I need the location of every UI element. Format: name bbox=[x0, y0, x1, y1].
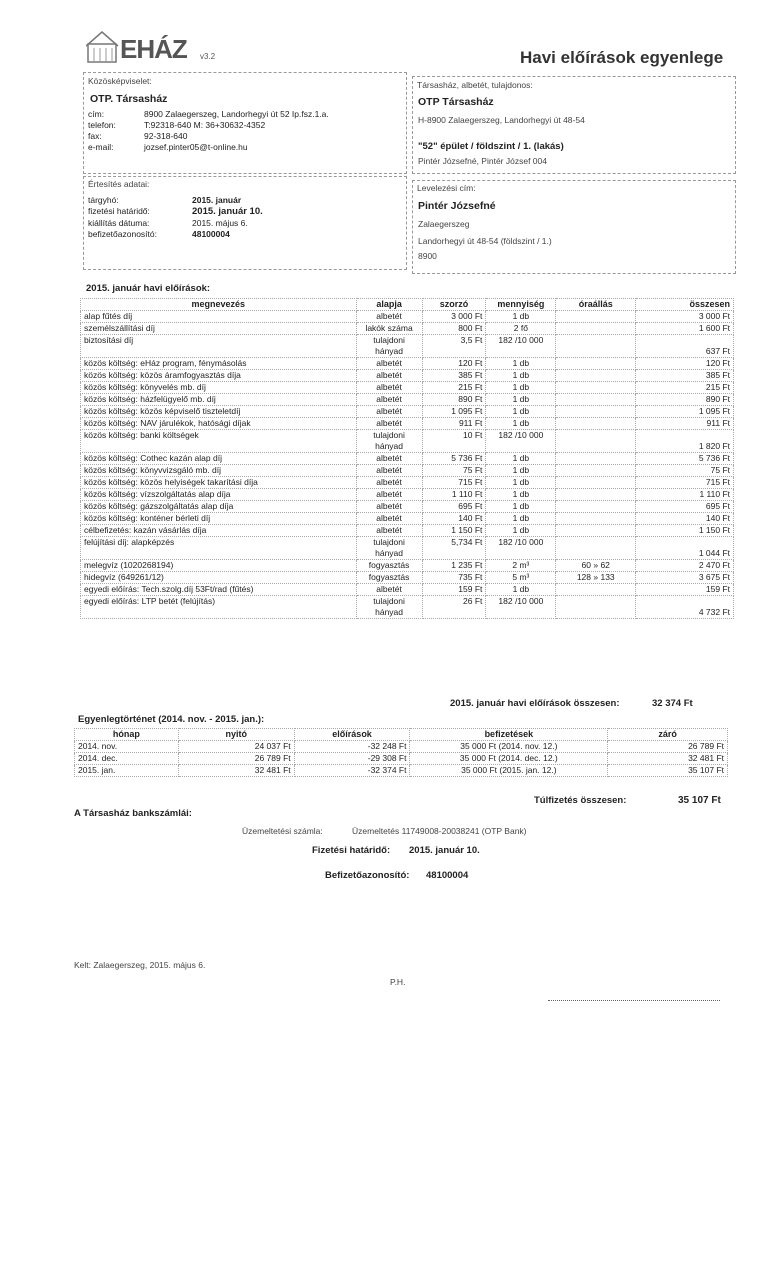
eloirasok-total-label: 2015. január havi előírások összesen: bbox=[450, 698, 620, 709]
eloirasok-row bbox=[81, 489, 734, 501]
eloirasok-cell: 890 Ft bbox=[422, 394, 486, 406]
levelezesi-zip: 8900 bbox=[418, 251, 437, 261]
eloirasok-cell: 140 Ft bbox=[422, 513, 486, 525]
eloirasok-cell: 1 095 Ft bbox=[422, 406, 486, 418]
egyenleg-col-header: hónap bbox=[75, 729, 179, 741]
tarsashaz-address: H-8900 Zalaegerszeg, Landorhegyi út 48-54 bbox=[418, 115, 585, 125]
tarsashaz-box bbox=[412, 76, 736, 174]
eloirasok-title: 2015. január havi előírások: bbox=[86, 283, 211, 294]
eloirasok-cell bbox=[556, 596, 636, 619]
egyenleg-cell: 2015. jan. bbox=[75, 765, 179, 777]
eloirasok-cell: 1 044 Ft bbox=[636, 537, 734, 560]
eloirasok-cell: 1 db bbox=[486, 382, 556, 394]
tulfizetes-label: Túlfizetés összesen: bbox=[534, 795, 627, 806]
eloirasok-cell: 1 235 Ft bbox=[422, 560, 486, 572]
egyenleg-cell: 24 037 Ft bbox=[178, 741, 294, 753]
eloirasok-cell: albetét bbox=[356, 465, 422, 477]
eloirasok-cell: 911 Ft bbox=[422, 418, 486, 430]
eloirasok-cell: 1 db bbox=[486, 513, 556, 525]
eloirasok-cell: 1 db bbox=[486, 584, 556, 596]
eloirasok-cell: albetét bbox=[356, 584, 422, 596]
kozoskepviselet-details bbox=[88, 109, 329, 153]
eloirasok-cell: albetét bbox=[356, 406, 422, 418]
eloirasok-cell: 1 db bbox=[486, 525, 556, 537]
eloirasok-cell: 215 Ft bbox=[636, 382, 734, 394]
eloirasok-cell: 1 110 Ft bbox=[422, 489, 486, 501]
eloirasok-cell: 695 Ft bbox=[636, 501, 734, 513]
eloirasok-cell: tulajdoni hányad bbox=[356, 335, 422, 358]
eloirasok-cell: 1 095 Ft bbox=[636, 406, 734, 418]
logo bbox=[86, 30, 236, 70]
eloirasok-cell: 182 /10 000 bbox=[486, 537, 556, 560]
eloirasok-cell: 159 Ft bbox=[422, 584, 486, 596]
tarsashaz-epulet: "52" épület / földszint / 1. (lakás) bbox=[418, 141, 564, 152]
tarsashaz-label: Társasház, albetét, tulajdonos: bbox=[417, 80, 533, 90]
eloirasok-cell bbox=[556, 323, 636, 335]
egyenleg-cell: 32 481 Ft bbox=[608, 753, 728, 765]
eloirasok-cell: közös költség: Cothec kazán alap díj bbox=[81, 453, 357, 465]
levelezesi-name: Pintér Józsefné bbox=[418, 200, 496, 212]
egyenleg-row bbox=[75, 741, 728, 753]
eloirasok-row bbox=[81, 382, 734, 394]
egyenleg-col-header: előírások bbox=[294, 729, 410, 741]
eloirasok-cell bbox=[556, 453, 636, 465]
bank-szamla-value: Üzemeltetés 11749008-20038241 (OTP Bank) bbox=[352, 826, 527, 836]
eloirasok-cell bbox=[556, 370, 636, 382]
ertesites-box bbox=[83, 176, 407, 270]
eloirasok-cell: közös költség: házfelügyelő mb. díj bbox=[81, 394, 357, 406]
eloirasok-cell: 3 675 Ft bbox=[636, 572, 734, 584]
logo-text: EHÁZ bbox=[120, 34, 187, 64]
eloirasok-row bbox=[81, 453, 734, 465]
egyenleg-col-header: záró bbox=[608, 729, 728, 741]
eloirasok-cell: tulajdoni hányad bbox=[356, 430, 422, 453]
eloirasok-cell: 637 Ft bbox=[636, 335, 734, 358]
eloirasok-cell: 140 Ft bbox=[636, 513, 734, 525]
eloirasok-header-row bbox=[81, 299, 734, 311]
eloirasok-cell bbox=[556, 418, 636, 430]
eloirasok-row bbox=[81, 430, 734, 453]
eloirasok-total-value: 32 374 Ft bbox=[652, 698, 693, 709]
egyenleg-col-header: befizetések bbox=[410, 729, 608, 741]
eloirasok-row bbox=[81, 525, 734, 537]
eloirasok-cell: 1 db bbox=[486, 453, 556, 465]
eloirasok-row bbox=[81, 394, 734, 406]
tarsashaz-tulajdonos: Pintér Józsefné, Pintér József 004 bbox=[418, 156, 547, 166]
eloirasok-cell: 2 m³ bbox=[486, 560, 556, 572]
eloirasok-cell: 2 470 Ft bbox=[636, 560, 734, 572]
eloirasok-row bbox=[81, 311, 734, 323]
eloirasok-col-header: szorzó bbox=[422, 299, 486, 311]
eloirasok-cell: 120 Ft bbox=[636, 358, 734, 370]
eloirasok-cell: albetét bbox=[356, 370, 422, 382]
eloirasok-col-header: összesen bbox=[636, 299, 734, 311]
eloirasok-cell: albetét bbox=[356, 477, 422, 489]
hatarido-value: 2015. január 10. bbox=[192, 206, 263, 217]
eloirasok-cell: 1 db bbox=[486, 406, 556, 418]
house-icon bbox=[86, 30, 120, 64]
eloirasok-cell bbox=[556, 406, 636, 418]
eloirasok-cell: közös költség: közös képviselő tiszteletdíj bbox=[81, 406, 357, 418]
eloirasok-row bbox=[81, 370, 734, 382]
eloirasok-cell: 735 Ft bbox=[422, 572, 486, 584]
ertesites-label: Értesítés adatai: bbox=[88, 179, 150, 189]
eloirasok-cell: fogyasztás bbox=[356, 572, 422, 584]
eloirasok-cell: 5 736 Ft bbox=[422, 453, 486, 465]
eloirasok-col-header: alapja bbox=[356, 299, 422, 311]
azonosito-value: 48100004 bbox=[192, 229, 230, 239]
eloirasok-row bbox=[81, 537, 734, 560]
eloirasok-cell: közös költség: könyvelés mb. díj bbox=[81, 382, 357, 394]
kozoskepviselet-name: OTP. Társasház bbox=[90, 93, 168, 105]
eloirasok-row bbox=[81, 560, 734, 572]
eloirasok-cell bbox=[556, 358, 636, 370]
eloirasok-cell: 3,5 Ft bbox=[422, 335, 486, 358]
eloirasok-row bbox=[81, 596, 734, 619]
targyho-label: tárgyhó: bbox=[88, 195, 119, 205]
egyenleg-cell: 2014. nov. bbox=[75, 741, 179, 753]
eloirasok-cell: alap fűtés díj bbox=[81, 311, 357, 323]
eloirasok-cell: 10 Ft bbox=[422, 430, 486, 453]
eloirasok-cell: tulajdoni hányad bbox=[356, 596, 422, 619]
eloirasok-cell: célbefizetés: kazán vásárlás díja bbox=[81, 525, 357, 537]
egyenleg-col-header: nyitó bbox=[178, 729, 294, 741]
eloirasok-cell: közös költség: közös áramfogyasztás díja bbox=[81, 370, 357, 382]
eloirasok-cell: tulajdoni hányad bbox=[356, 537, 422, 560]
egyenleg-header-row bbox=[75, 729, 728, 741]
eloirasok-cell: albetét bbox=[356, 525, 422, 537]
eloirasok-cell: felújítási díj: alapképzés bbox=[81, 537, 357, 560]
eloirasok-cell: 5 m³ bbox=[486, 572, 556, 584]
eloirasok-cell bbox=[556, 382, 636, 394]
kozoskepviselet-box bbox=[83, 72, 407, 174]
bank-azonosito-label: Befizetőazonosító: bbox=[325, 870, 410, 881]
eloirasok-cell: 1 600 Ft bbox=[636, 323, 734, 335]
eloirasok-cell: albetét bbox=[356, 382, 422, 394]
egyenleg-cell: 35 000 Ft (2015. jan. 12.) bbox=[410, 765, 608, 777]
eloirasok-cell: 182 /10 000 bbox=[486, 596, 556, 619]
logo-version: v3.2 bbox=[200, 52, 216, 61]
eloirasok-cell: közös költség: eHáz program, fénymásolás bbox=[81, 358, 357, 370]
eloirasok-row bbox=[81, 323, 734, 335]
egyenleg-cell: 35 000 Ft (2014. nov. 12.) bbox=[410, 741, 608, 753]
eloirasok-cell: 182 /10 000 bbox=[486, 335, 556, 358]
eloirasok-cell: közös költség: NAV járulékok, hatósági díjak bbox=[81, 418, 357, 430]
eloirasok-cell: 1 db bbox=[486, 311, 556, 323]
bank-title: A Társasház bankszámlái: bbox=[74, 808, 192, 819]
eloirasok-cell bbox=[556, 501, 636, 513]
eloirasok-cell: melegvíz (1020268194) bbox=[81, 560, 357, 572]
eloirasok-cell: 1 db bbox=[486, 477, 556, 489]
eloirasok-col-header: megnevezés bbox=[81, 299, 357, 311]
egyenleg-row bbox=[75, 765, 728, 777]
eloirasok-cell bbox=[556, 489, 636, 501]
eloirasok-cell: közös költség: gázszolgáltatás alap díja bbox=[81, 501, 357, 513]
eloirasok-cell: egyedi előírás: Tech.szolg.díj 53Ft/rad (fűtés) bbox=[81, 584, 357, 596]
eloirasok-cell: 60 » 62 bbox=[556, 560, 636, 572]
eloirasok-row bbox=[81, 406, 734, 418]
eloirasok-cell: közös költség: könyvvizsgáló mb. díj bbox=[81, 465, 357, 477]
cim-value: 8900 Zalaegerszeg, Landorhegyi út 52 Ip.fsz.1.a. bbox=[144, 109, 329, 119]
eloirasok-row bbox=[81, 513, 734, 525]
bank-azonosito-value: 48100004 bbox=[426, 870, 469, 881]
eloirasok-row bbox=[81, 418, 734, 430]
eloirasok-cell: 5 736 Ft bbox=[636, 453, 734, 465]
levelezesi-city: Zalaegerszeg bbox=[418, 219, 470, 229]
eloirasok-cell: fogyasztás bbox=[356, 560, 422, 572]
eloirasok-row bbox=[81, 477, 734, 489]
eloirasok-cell: 385 Ft bbox=[636, 370, 734, 382]
eloirasok-cell: 26 Ft bbox=[422, 596, 486, 619]
eloirasok-row bbox=[81, 501, 734, 513]
eloirasok-cell bbox=[556, 584, 636, 596]
egyenleg-cell: -32 248 Ft bbox=[294, 741, 410, 753]
targyho-value: 2015. január bbox=[192, 195, 242, 205]
kelt: Kelt: Zalaegerszeg, 2015. május 6. bbox=[74, 960, 206, 970]
egyenleg-cell: 35 000 Ft (2014. dec. 12.) bbox=[410, 753, 608, 765]
eloirasok-cell: 890 Ft bbox=[636, 394, 734, 406]
eloirasok-cell bbox=[556, 465, 636, 477]
fax-value: 92-318-640 bbox=[144, 131, 188, 141]
egyenleg-cell: -32 374 Ft bbox=[294, 765, 410, 777]
email-value: jozsef.pinter05@t-online.hu bbox=[144, 142, 248, 152]
eloirasok-cell bbox=[556, 525, 636, 537]
egyenleg-cell: 26 789 Ft bbox=[178, 753, 294, 765]
eloirasok-cell: 1 db bbox=[486, 394, 556, 406]
ertesites-details bbox=[88, 195, 263, 240]
egyenleg-title: Egyenlegtörténet (2014. nov. - 2015. jan.): bbox=[78, 714, 265, 725]
eloirasok-cell: albetét bbox=[356, 489, 422, 501]
ph-stamp: P.H. bbox=[390, 977, 406, 987]
eloirasok-cell: albetét bbox=[356, 453, 422, 465]
signature-line bbox=[548, 1000, 720, 1001]
eloirasok-cell: közös költség: banki költségek bbox=[81, 430, 357, 453]
eloirasok-row bbox=[81, 584, 734, 596]
eloirasok-cell: 1 db bbox=[486, 418, 556, 430]
eloirasok-cell: 1 150 Ft bbox=[636, 525, 734, 537]
eloirasok-cell: 75 Ft bbox=[636, 465, 734, 477]
eloirasok-cell: albetét bbox=[356, 418, 422, 430]
eloirasok-cell: 2 fő bbox=[486, 323, 556, 335]
email-label: e-mail: bbox=[88, 142, 114, 152]
levelezesi-box bbox=[412, 180, 736, 274]
eloirasok-cell: közös költség: konténer bérleti díj bbox=[81, 513, 357, 525]
eloirasok-cell: 159 Ft bbox=[636, 584, 734, 596]
eloirasok-table bbox=[80, 298, 734, 619]
eloirasok-cell: 75 Ft bbox=[422, 465, 486, 477]
tulfizetes-value: 35 107 Ft bbox=[678, 795, 721, 806]
eloirasok-cell: egyedi előírás: LTP betét (felújítás) bbox=[81, 596, 357, 619]
eloirasok-col-header: óraállás bbox=[556, 299, 636, 311]
eloirasok-cell: 800 Ft bbox=[422, 323, 486, 335]
eloirasok-cell bbox=[556, 477, 636, 489]
eloirasok-col-header: mennyiség bbox=[486, 299, 556, 311]
page-title: Havi előírások egyenlege bbox=[520, 48, 724, 67]
eloirasok-cell bbox=[556, 537, 636, 560]
tarsashaz-name: OTP Társasház bbox=[418, 96, 494, 108]
telefon-value: T:92318-640 M: 36+30632-4352 bbox=[144, 120, 266, 130]
kiallitas-label: kiállítás dátuma: bbox=[88, 218, 150, 228]
eloirasok-cell: 695 Ft bbox=[422, 501, 486, 513]
eloirasok-cell: albetét bbox=[356, 501, 422, 513]
levelezesi-label: Levelezési cím: bbox=[417, 183, 476, 193]
fax-label: fax: bbox=[88, 131, 102, 141]
eloirasok-cell: lakók száma bbox=[356, 323, 422, 335]
eloirasok-cell bbox=[556, 311, 636, 323]
eloirasok-row bbox=[81, 358, 734, 370]
eloirasok-cell: 1 db bbox=[486, 501, 556, 513]
bank-hatarido-value: 2015. január 10. bbox=[409, 845, 480, 856]
eloirasok-cell: személszállítási díj bbox=[81, 323, 357, 335]
eloirasok-cell: 1 db bbox=[486, 465, 556, 477]
kiallitas-value: 2015. május 6. bbox=[192, 218, 248, 228]
eloirasok-cell: 1 110 Ft bbox=[636, 489, 734, 501]
cim-label: cím: bbox=[88, 109, 105, 119]
eloirasok-cell: 3 000 Ft bbox=[636, 311, 734, 323]
telefon-label: telefon: bbox=[88, 120, 116, 130]
levelezesi-street: Landorhegyi út 48-54 (földszint / 1.) bbox=[418, 236, 552, 246]
eloirasok-cell bbox=[556, 430, 636, 453]
eloirasok-cell: 215 Ft bbox=[422, 382, 486, 394]
azonosito-label: befizetőazonosító: bbox=[88, 229, 157, 239]
eloirasok-cell bbox=[556, 394, 636, 406]
eloirasok-cell bbox=[556, 335, 636, 358]
egyenleg-cell: 2014. dec. bbox=[75, 753, 179, 765]
eloirasok-row bbox=[81, 335, 734, 358]
eloirasok-cell: 911 Ft bbox=[636, 418, 734, 430]
eloirasok-cell: 715 Ft bbox=[636, 477, 734, 489]
eloirasok-cell: 120 Ft bbox=[422, 358, 486, 370]
eloirasok-cell: 1 db bbox=[486, 370, 556, 382]
eloirasok-cell bbox=[556, 513, 636, 525]
eloirasok-cell: 128 » 133 bbox=[556, 572, 636, 584]
egyenleg-cell: -29 308 Ft bbox=[294, 753, 410, 765]
eloirasok-row bbox=[81, 465, 734, 477]
eloirasok-cell: albetét bbox=[356, 358, 422, 370]
eloirasok-cell: 715 Ft bbox=[422, 477, 486, 489]
egyenleg-cell: 35 107 Ft bbox=[608, 765, 728, 777]
eloirasok-cell: 3 000 Ft bbox=[422, 311, 486, 323]
eloirasok-row bbox=[81, 572, 734, 584]
eloirasok-cell: 182 /10 000 bbox=[486, 430, 556, 453]
egyenleg-row bbox=[75, 753, 728, 765]
eloirasok-cell: 1 db bbox=[486, 358, 556, 370]
eloirasok-cell: 1 150 Ft bbox=[422, 525, 486, 537]
eloirasok-cell: 385 Ft bbox=[422, 370, 486, 382]
eloirasok-cell: 1 db bbox=[486, 489, 556, 501]
egyenleg-table bbox=[74, 728, 728, 777]
bank-hatarido-label: Fizetési határidő: bbox=[312, 845, 391, 856]
egyenleg-cell: 26 789 Ft bbox=[608, 741, 728, 753]
eloirasok-cell: 1 820 Ft bbox=[636, 430, 734, 453]
eloirasok-cell: albetét bbox=[356, 311, 422, 323]
eloirasok-cell: biztosítási díj bbox=[81, 335, 357, 358]
bank-szamla-label: Üzemeltetési számla: bbox=[242, 826, 323, 836]
hatarido-label: fizetési határidő: bbox=[88, 206, 150, 216]
eloirasok-cell: 5,734 Ft bbox=[422, 537, 486, 560]
eloirasok-cell: albetét bbox=[356, 513, 422, 525]
eloirasok-cell: albetét bbox=[356, 394, 422, 406]
egyenleg-cell: 32 481 Ft bbox=[178, 765, 294, 777]
eloirasok-cell: 4 732 Ft bbox=[636, 596, 734, 619]
eloirasok-cell: közös költség: vízszolgáltatás alap díja bbox=[81, 489, 357, 501]
eloirasok-cell: közös költség: közös helyiségek takarítási díja bbox=[81, 477, 357, 489]
eloirasok-cell: hidegvíz (649261/12) bbox=[81, 572, 357, 584]
kozoskepviselet-label: Közösképviselet: bbox=[88, 76, 152, 86]
